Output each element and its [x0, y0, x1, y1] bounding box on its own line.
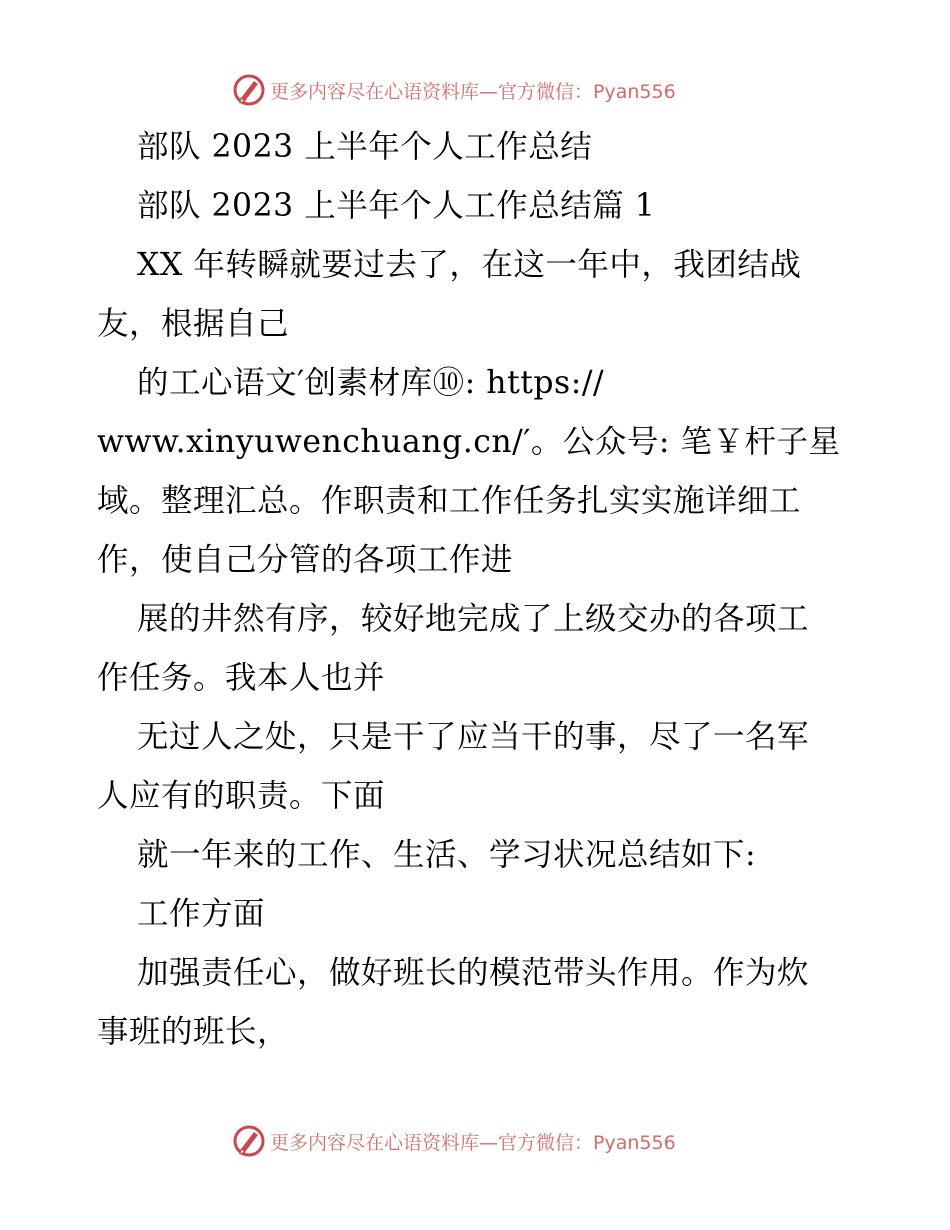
paragraph-line: 域。整理汇总。作职责和工作任务扎实实施详细工 — [97, 483, 802, 519]
paragraph-line: 的工心语文′创素材库⑩: https:// — [137, 365, 605, 401]
paragraph-line: 就一年来的工作、生活、学习状况总结如下: — [137, 837, 757, 873]
paragraph-line: www.xinyuwenchuang.cn/′。公众号: 笔￥杆子星 — [97, 424, 841, 460]
paragraph-line: 展的井然有序，较好地完成了上级交办的各项工 — [137, 601, 810, 637]
paragraph-line: 事班的班长， — [97, 1014, 290, 1050]
paragraph-line: 无过人之处，只是干了应当干的事，尽了一名军 — [137, 719, 810, 755]
document-body — [97, 118, 857, 1062]
paragraph-line: 人应有的职责。下面 — [97, 778, 386, 814]
footer-banner-text: 更多内容尽在心语资料库—官方微信：Pyan556 — [270, 1131, 676, 1154]
document-title: 部队 2023 上半年个人工作总结 — [137, 129, 593, 165]
header-banner — [232, 70, 712, 110]
paragraph-line: 作任务。我本人也并 — [97, 660, 386, 696]
paragraph-line: XX 年转瞬就要过去了，在这一年中，我团结战 — [137, 247, 802, 283]
header-banner-text: 更多内容尽在心语资料库—官方微信：Pyan556 — [270, 80, 676, 103]
subsection-heading: 工作方面 — [137, 896, 266, 932]
pen-circle-logo-icon — [232, 1124, 266, 1158]
paragraph-line: 作，使自己分管的各项工作进 — [97, 542, 514, 578]
section-heading: 部队 2023 上半年个人工作总结篇 1 — [137, 188, 656, 224]
paragraph-line: 友，根据自己 — [97, 306, 290, 342]
footer-banner — [232, 1121, 712, 1161]
paragraph-line: 加强责任心，做好班长的模范带头作用。作为炊 — [137, 955, 810, 991]
pen-circle-logo-icon — [232, 73, 266, 107]
